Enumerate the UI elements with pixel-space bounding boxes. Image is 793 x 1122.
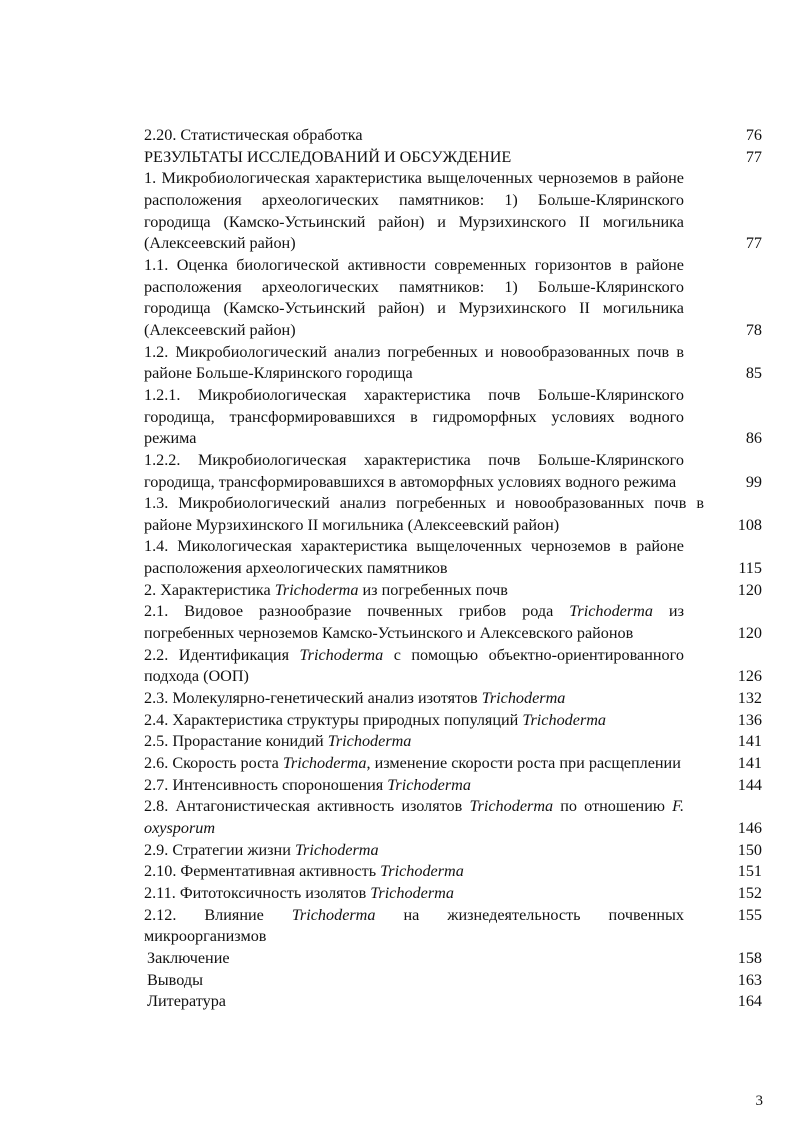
- toc-entry-page: 77: [745, 147, 762, 166]
- toc-entry: [144, 125, 762, 147]
- toc-entry-page: 120: [737, 624, 762, 643]
- toc-entry-page: 146: [737, 819, 762, 837]
- toc-entry-title: 2.8. Антагонистическая активность изолятов Trichoderma по отношению F. oxysporum: [144, 797, 684, 837]
- toc-entry-title: 1.3. Микробиологический анализ погребенных и новообразованных почв в районе Мурзихинского II могильника (Алексеевский район): [144, 494, 704, 534]
- toc-entry-title: 1.1. Оценка биологической активности современных горизонтов в районе расположения археологических памятников: 1) Больше-Кляринского городища (Камско-Устьинский район) и Мурзихинского II могильника (Алексеевский район): [144, 255, 684, 339]
- toc-entry: [144, 905, 762, 948]
- toc-entry-page: 86: [745, 429, 762, 448]
- toc-entry-page: 85: [745, 364, 762, 383]
- toc-entry-page: 164: [737, 992, 762, 1011]
- genus-name: Trichoderma: [274, 580, 359, 599]
- toc-entry-title: 2.7. Интенсивность спороношения Trichoderma: [144, 775, 471, 794]
- toc-entry-page: 76: [745, 126, 762, 144]
- toc-entry: [144, 147, 762, 169]
- toc-entry-page: 150: [737, 840, 762, 859]
- toc-entry-title: 1.4. Микологическая характеристика выщелоченных черноземов в районе расположения археологических памятников: [144, 537, 684, 578]
- toc-entry: [144, 536, 762, 579]
- toc-entry: [144, 168, 762, 255]
- genus-name: Trichoderma: [282, 754, 367, 773]
- genus-name: Trichoderma: [522, 710, 607, 729]
- toc-entry-page: 126: [737, 667, 762, 686]
- toc-entry: [144, 796, 762, 839]
- toc-entry-title: 2.11. Фитотоксичность изолятов Trichoderma: [144, 883, 454, 902]
- toc-entry: [144, 731, 762, 753]
- toc-entry-page: 120: [737, 580, 762, 599]
- toc-entry-page: 99: [745, 472, 762, 491]
- genus-name: Trichoderma: [327, 732, 412, 751]
- toc-entry-title: 2.12. Влияние Trichoderma на жизнедеятельность почвенных микроорганизмов: [144, 905, 685, 946]
- toc-entry-title: Выводы: [147, 970, 203, 989]
- toc-entry: [144, 450, 762, 493]
- toc-entry: [144, 861, 762, 883]
- toc-entry-title: 2.5. Прорастание конидий Trichoderma: [144, 732, 412, 751]
- toc-entry: [144, 493, 762, 536]
- genus-name: Trichoderma: [469, 797, 554, 816]
- toc-entry: [144, 775, 762, 797]
- genus-name: Trichoderma: [387, 775, 471, 794]
- toc-entry-title: 1.2.2. Микробиологическая характеристика почв Больше-Кляринского городища, трансформировавшихся в автоморфных условиях водного режима: [144, 450, 684, 491]
- toc-entry-page: 152: [737, 883, 762, 902]
- genus-name: Trichoderma: [380, 862, 464, 881]
- toc-entry-page: 132: [737, 689, 762, 708]
- toc-entry: [144, 753, 762, 775]
- toc-entry-title: 2.3. Молекулярно-генетический анализ изотятов Trichoderma: [144, 689, 566, 708]
- toc-entry: [144, 255, 762, 342]
- toc-entry-page: 155: [737, 905, 762, 924]
- toc-entry-title: 1.2.1. Микробиологическая характеристика почв Больше-Кляринского городища, трансформировавшихся в гидроморфных условиях водного режима: [144, 385, 684, 448]
- toc-entry-title: 2.4. Характеристика структуры природных популяций Trichoderma: [144, 710, 607, 729]
- toc-entry-page: 108: [737, 515, 762, 534]
- genus-name: Trichoderma: [370, 883, 454, 902]
- toc-entry-page: 151: [737, 862, 762, 881]
- genus-name: Trichoderma: [299, 645, 384, 664]
- toc-entry-title: Заключение: [147, 948, 230, 967]
- toc-entry: [144, 840, 762, 862]
- toc-entry: [144, 970, 762, 992]
- toc-entry: [144, 580, 762, 602]
- toc-entry: [144, 342, 762, 385]
- species-name: F. oxysporum: [144, 797, 684, 837]
- toc-entry-title: 2.9. Стратегии жизни Trichoderma: [144, 840, 379, 859]
- toc-entry: [144, 883, 762, 905]
- toc-entry-page: 115: [738, 559, 762, 578]
- toc-entry-title: 2.2. Идентификация Trichoderma с помощью объектно-ориентированного подхода (ООП): [144, 645, 684, 686]
- toc-entry-page: 136: [737, 710, 762, 729]
- genus-name: Trichoderma: [481, 689, 566, 708]
- genus-name: Trichoderma: [569, 602, 653, 621]
- toc-entry: [144, 948, 762, 970]
- toc-entry-title: Литература: [147, 992, 226, 1011]
- toc-entry-title: 1. Микробиологическая характеристика выщелоченных черноземов в районе расположения археологических памятников: 1) Больше-Кляринского городища (Камско-Устьинский район) и Мурзихинского II могильника (Алексеевский район): [144, 169, 684, 253]
- toc-entry: [144, 601, 762, 644]
- toc-entry: [144, 385, 762, 450]
- toc-entry-page: 78: [745, 320, 762, 339]
- toc-entry-page: 144: [737, 775, 762, 794]
- toc-entry-page: 141: [737, 754, 762, 773]
- toc-entry-page: 77: [745, 234, 762, 253]
- toc-entry-page: 141: [737, 732, 762, 751]
- toc-entry-title: 2. Характеристика Trichoderma из погребенных почв: [144, 580, 508, 599]
- toc-entry-title: 2.1. Видовое разнообразие почвенных грибов рода Trichoderma из погребенных черноземов Камско-Устьинского и Алексевского районов: [144, 602, 684, 643]
- toc-entry-title: 1.2. Микробиологический анализ погребенных и новообразованных почв в районе Больше-Кляринского городища: [144, 342, 684, 383]
- toc-entry-title: РЕЗУЛЬТАТЫ ИССЛЕДОВАНИЙ И ОБСУЖДЕНИЕ: [144, 147, 512, 166]
- toc-entry-title: 2.20. Статистическая обработка: [144, 126, 363, 144]
- toc-entry-title: 2.10. Ферментативная активность Trichoderma: [144, 862, 464, 881]
- toc-entry-page: 163: [737, 970, 762, 989]
- table-of-contents: [144, 125, 762, 1013]
- toc-entry: [144, 991, 762, 1013]
- toc-entry: [144, 710, 762, 732]
- toc-entry-title: 2.6. Скорость роста Trichoderma, изменение скорости роста при расщеплении: [144, 754, 681, 773]
- toc-entry-page: 158: [737, 948, 762, 967]
- genus-name: Trichoderma: [291, 905, 376, 924]
- page-number: 3: [755, 1093, 763, 1109]
- genus-name: Trichoderma: [294, 840, 379, 859]
- toc-entry: [144, 645, 762, 688]
- toc-entry: [144, 688, 762, 710]
